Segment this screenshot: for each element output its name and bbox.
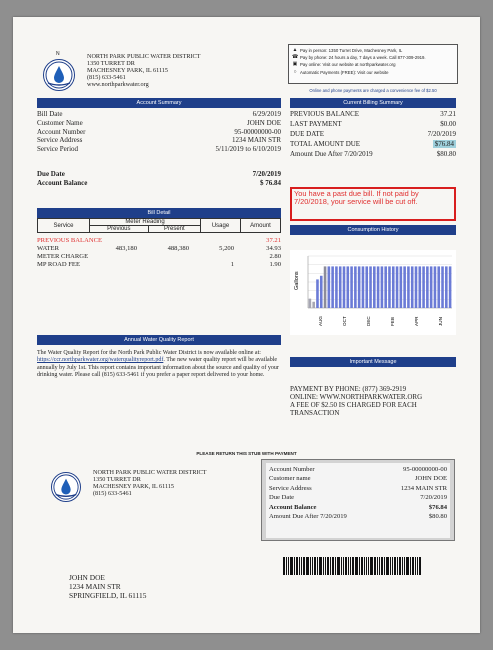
previous-balance-row: PREVIOUS BALANCE 37.21 [37,237,281,244]
barcode-bar [335,557,336,575]
barcode-bar [397,557,398,575]
current-billing-row: PREVIOUS BALANCE 37.21 [290,110,456,118]
water-quality-link[interactable]: https://ccr.northparkwater.org/waterqualityreport.pdf [37,357,164,364]
consumption-bar [377,266,380,308]
return-stub-label: PLEASE RETURN THIS STUB WITH PAYMENT [196,451,297,456]
consumption-bar [449,266,452,308]
barcode-bar [296,557,298,575]
consumption-bar [392,266,395,308]
district-city: MACHESNEY PARK, IL 61115 [87,67,169,74]
barcode-bar [294,557,295,575]
bill-detail-row: WATER 483,180 488,380 5,200 34.93 [37,245,281,252]
stub-district-logo [51,472,81,502]
chart-tick-label: AUG [318,316,323,326]
consumption-bar [445,266,448,308]
barcode-bar [364,557,365,575]
bill-detail-table [37,218,281,233]
col-amount: Amount [241,219,281,233]
person-icon: ▲ [292,47,298,53]
chart-tick-label: FEB [390,317,395,326]
account-summary-row: Customer Name JOHN DOE [37,118,281,127]
barcode-bar [417,557,418,575]
barcode-bar [348,557,349,575]
important-line-phone: PAYMENT BY PHONE: (877) 369-2919 [290,385,407,393]
barcode-bar [384,557,385,575]
barcode-bar [399,557,401,575]
account-balance-row: Account Balance $ 76.84 [37,179,281,187]
barcode-bar [337,557,340,575]
consumption-bar [388,266,391,308]
barcode-bar [370,557,373,575]
barcode-bar [350,557,351,575]
water-quality-header: Annual Water Quality Report [37,335,281,345]
logo-north-marker: N [56,51,60,57]
account-summary-header: Account Summary [37,98,281,108]
stub-summary-rows [266,463,450,538]
current-billing-row: DUE DATE 7/20/2019 [290,130,456,138]
water-bill-page [13,17,480,633]
barcode-bar [343,557,344,575]
barcode-bar [390,557,391,575]
important-message-text [290,385,460,417]
consumption-bar [343,266,346,308]
barcode-bar [381,557,383,575]
barcode-bar [374,557,376,575]
consumption-bar [426,266,429,308]
account-summary-row: Service Period 5/11/2019 to 6/10/2019 [37,145,281,154]
consumption-bar [362,266,365,308]
consumption-bar [384,266,387,308]
pay-option-autopay: ○ Automatic Payments (FREE): Visit our website [293,68,389,75]
mailing-street: 1234 MAIN STR [69,582,121,591]
chart-y-label: Gallons [294,271,300,290]
convenience-fee-note: Online and phone payments are charged a convenience fee of $2.50 [309,88,437,93]
chart-tick-label: JUN [438,317,443,326]
barcode-bar [368,557,369,575]
past-due-alert: You have a past due bill. If not paid by 7/20/2018, your service will be cut off. [290,187,456,221]
district-website: www.northparkwater.org [87,81,149,88]
district-phone: (815) 633-5461 [87,74,126,81]
col-present: Present [148,226,200,233]
consumption-bar [358,266,361,308]
barcode-bar [410,557,411,575]
computer-icon: ▣ [292,61,298,68]
consumption-bar [415,266,418,308]
current-billing-row: TOTAL AMOUNT DUE $76.84 [290,140,454,148]
stub-district-address: NORTH PARK PUBLIC WATER DISTRICT 1350 TURRET DR MACHESNEY PARK, IL 61115 (815) 633-5461 [93,469,207,497]
barcode-bar [341,557,342,575]
consumption-bar [346,266,349,308]
barcode-bar [330,557,331,575]
district-street: 1350 TURRET DR [87,60,135,67]
phone-icon: ☎ [292,54,299,61]
account-summary-row: Service Address 1234 MAIN STR [37,136,281,145]
barcode-bar [303,557,305,575]
barcode-bar [402,557,403,575]
consumption-bar [309,299,312,308]
barcode-bar [317,557,318,575]
stub-row: Service Address 1234 MAIN STR [269,484,447,492]
consumption-bar [434,266,437,308]
consumption-bar [331,266,334,308]
consumption-bar [381,266,384,308]
consumption-bar [407,266,410,308]
mailing-address [69,573,146,600]
bill-detail-row: METER CHARGE 2.80 [37,253,281,260]
barcode-bar [386,557,389,575]
stub-row: Account Number 95-00000000-00 [269,466,447,473]
col-meter-reading: Meter Reading [90,219,201,226]
barcode-bar [312,557,313,575]
barcode-bar [288,557,289,575]
barcode-bar [359,557,360,575]
current-billing-header: Current Billing Summary [290,98,456,108]
barcode-bar [286,557,287,575]
consumption-bar [365,266,368,308]
consumption-bar [403,266,406,308]
consumption-bar [324,266,327,308]
consumption-chart-svg [290,250,456,335]
payment-options-box [288,44,458,84]
consumption-bar [400,266,403,308]
consumption-bar [316,279,319,308]
pay-option-in-person: ▲ Pay in person: 1350 Turret Drive, Machesney Park, IL [292,47,403,53]
consumption-bar [441,266,444,308]
consumption-bar [312,302,315,308]
col-usage: Usage [201,219,241,233]
barcode-bar [299,557,300,575]
barcode-bar [394,557,396,575]
barcode-bar [323,557,324,575]
autopay-icon: ○ [293,68,297,75]
barcode-bar [379,557,380,575]
barcode-bar [327,557,329,575]
water-quality-text: The Water Quality Report for the North Park Public Water District is now available online at: https://ccr.northparkwater.org/waterqualityreport.pdf. The new water quality report will be available annually by July 1st. This report contains important information about the source and quality of your drinking water. Please call (815) 633-5461 if you prefer a paper report delivered to your home. [37,350,279,379]
current-billing-row: Amount Due After 7/20/2019 $80.80 [290,150,456,158]
barcode-bar [310,557,311,575]
chart-tick-label: OCT [342,316,347,326]
barcode-bar [301,557,302,575]
barcode-bar [306,557,309,575]
stub-summary-box [261,459,455,541]
barcode-bar [412,557,414,575]
barcode-bar [415,557,416,575]
due-date-row: Due Date 7/20/2019 [37,170,281,178]
consumption-bar [320,276,323,308]
bill-detail-row: MP ROAD FEE 1 1.90 [37,261,281,268]
consumption-bar [328,266,331,308]
district-address [87,53,200,88]
col-previous: Previous [90,226,149,233]
consumption-bar [373,266,376,308]
consumption-bar [422,266,425,308]
account-summary-row: Bill Date 6/29/2019 [37,110,281,118]
mailing-city: SPRINGFIELD, IL 61115 [69,591,147,600]
stub-row: Due Date 7/20/2019 [269,494,447,502]
consumption-bar [335,266,338,308]
stub-row: Account Balance $76.84 [269,503,447,511]
barcode-bar [325,557,326,575]
bill-detail-header: Bill Detail [37,208,281,218]
barcode-bar [419,557,421,575]
col-service: Service [38,219,90,233]
important-line-online: ONLINE: WWW.NORTHPARKWATER.ORG [290,393,423,401]
barcode-bar [355,557,358,575]
district-logo [43,59,75,91]
pay-option-phone: ☎ Pay by phone: 24 hours a day, 7 days a week. Call 877-309-2919. [292,54,426,61]
consumption-chart [290,250,456,335]
consumption-bar [339,266,342,308]
stub-row: Amount Due After 7/20/2019 $80.80 [269,513,447,521]
barcode-bar [332,557,334,575]
barcode-bar [283,557,285,575]
barcode-bar [345,557,347,575]
consumption-bar [411,266,414,308]
barcode-bar [314,557,316,575]
barcode-bar [366,557,367,575]
consumption-bar [354,266,357,308]
barcode-bar [290,557,293,575]
consumption-bar [418,266,421,308]
barcode-bar [406,557,409,575]
consumption-bar [350,266,353,308]
consumption-bar [430,266,433,308]
consumption-bar [369,266,372,308]
stub-row: Customer name JOHN DOE [269,475,447,483]
pay-option-online: ▣ Pay online: Visit our website at northparkwater.org [292,61,396,68]
mailing-name: JOHN DOE [69,573,105,582]
consumption-history-header: Consumption History [290,225,456,235]
important-line-fee: A FEE OF $2.50 IS CHARGED FOR EACH TRANSACTION [290,401,417,417]
account-summary-row: Account Number 95-00000000-00 [37,127,281,136]
barcode-bar [352,557,354,575]
current-billing-row: LAST PAYMENT $0.00 [290,120,456,128]
barcode-bar [377,557,378,575]
chart-tick-label: APR [414,316,419,326]
barcode-bar [404,557,405,575]
payment-barcode [283,557,455,575]
important-message-header: Important Message [290,357,456,367]
barcode-bar [319,557,322,575]
chart-tick-label: DEC [366,316,371,326]
consumption-bar [396,266,399,308]
barcode-bar [361,557,363,575]
consumption-bar [437,266,440,308]
barcode-bar [392,557,393,575]
district-name: NORTH PARK PUBLIC WATER DISTRICT [87,53,201,60]
